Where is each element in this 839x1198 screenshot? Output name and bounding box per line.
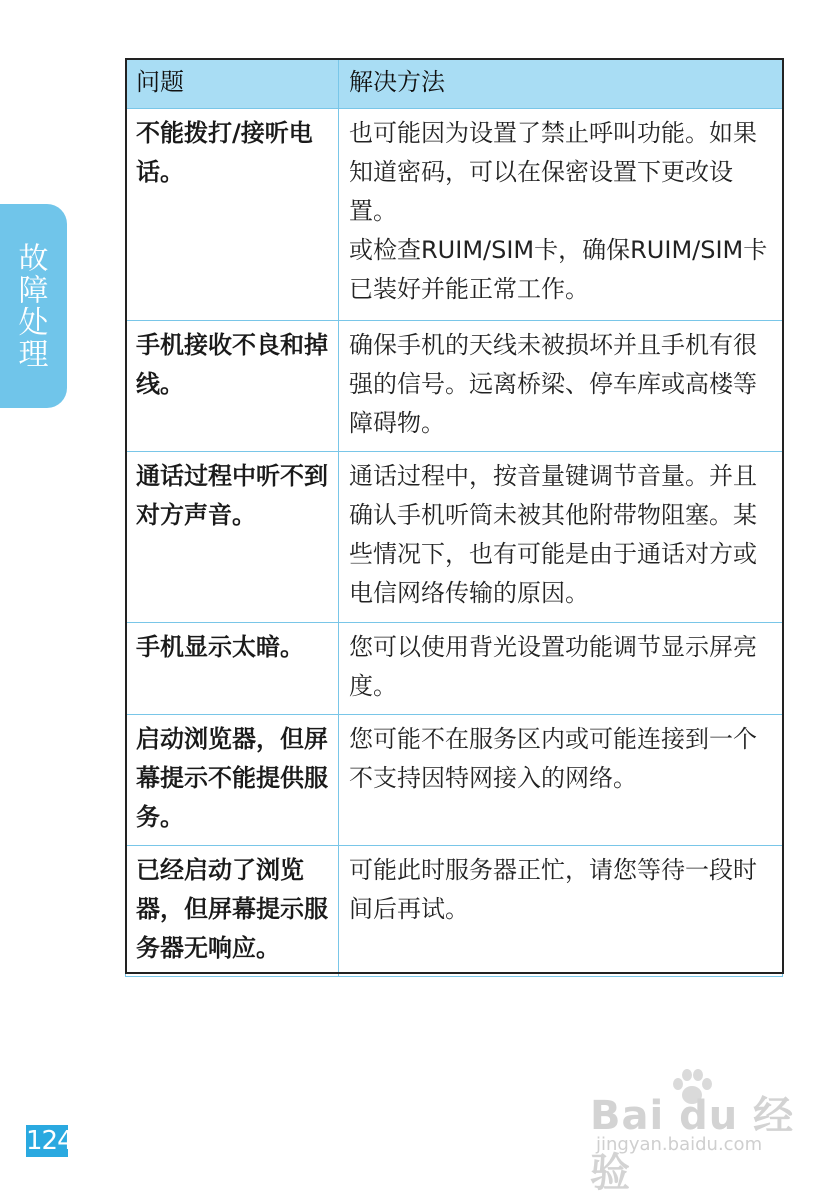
problem-cell: 通话过程中听不到对方声音。 — [126, 452, 339, 623]
table-row — [126, 109, 783, 321]
watermark-logo: Bai du 经验 — [590, 1093, 795, 1196]
problem-cell: 手机接收不良和掉线。 — [126, 321, 339, 452]
solution-cell — [339, 846, 783, 977]
problem-cell: 已经启动了浏览器，但屏幕提示服务器无响应。 — [126, 846, 339, 977]
solution-cell — [339, 715, 783, 846]
solution-paragraph: 通话过程中，按音量键调节音量。并且确认手机听筒未被其他附带物阻塞。某些情况下，也有可能是由于通话对方或电信网络传输的原因。 — [349, 462, 757, 607]
table-row — [126, 452, 783, 623]
watermark-url: jingyan.baidu.com — [596, 1134, 763, 1155]
section-side-tab-label: 故障处理 — [12, 242, 48, 370]
header-problem: 问题 — [126, 59, 339, 109]
solution-paragraph: 或检查RUIM/SIM卡，确保RUIM/SIM卡已装好并能正常工作。 — [349, 236, 768, 303]
page-number: 124 — [26, 1126, 73, 1156]
solution-paragraph: 确保手机的天线未被损坏并且手机有很强的信号。远离桥梁、停车库或高楼等障碍物。 — [349, 331, 757, 437]
troubleshooting-table — [125, 58, 783, 977]
table-header-row — [126, 59, 783, 109]
solution-paragraph: 也可能因为设置了禁止呼叫功能。如果知道密码，可以在保密设置下更改设置。 — [349, 119, 757, 225]
table-row — [126, 715, 783, 846]
table-row — [126, 846, 783, 977]
section-side-tab — [0, 204, 67, 408]
solution-paragraph: 您可能不在服务区内或可能连接到一个不支持因特网接入的网络。 — [349, 725, 757, 792]
solution-cell — [339, 623, 783, 715]
watermark — [590, 1068, 800, 1196]
solution-cell — [339, 321, 783, 452]
solution-cell — [339, 452, 783, 623]
problem-cell: 手机显示太暗。 — [126, 623, 339, 715]
table-row — [126, 321, 783, 452]
problem-cell: 不能拨打/接听电话。 — [126, 109, 339, 321]
table-row — [126, 623, 783, 715]
solution-paragraph: 可能此时服务器正忙，请您等待一段时间后再试。 — [349, 856, 757, 923]
solution-cell — [339, 109, 783, 321]
header-solution: 解决方法 — [339, 59, 783, 109]
problem-cell: 启动浏览器，但屏幕提示不能提供服务。 — [126, 715, 339, 846]
solution-paragraph: 您可以使用背光设置功能调节显示屏亮度。 — [349, 633, 757, 700]
